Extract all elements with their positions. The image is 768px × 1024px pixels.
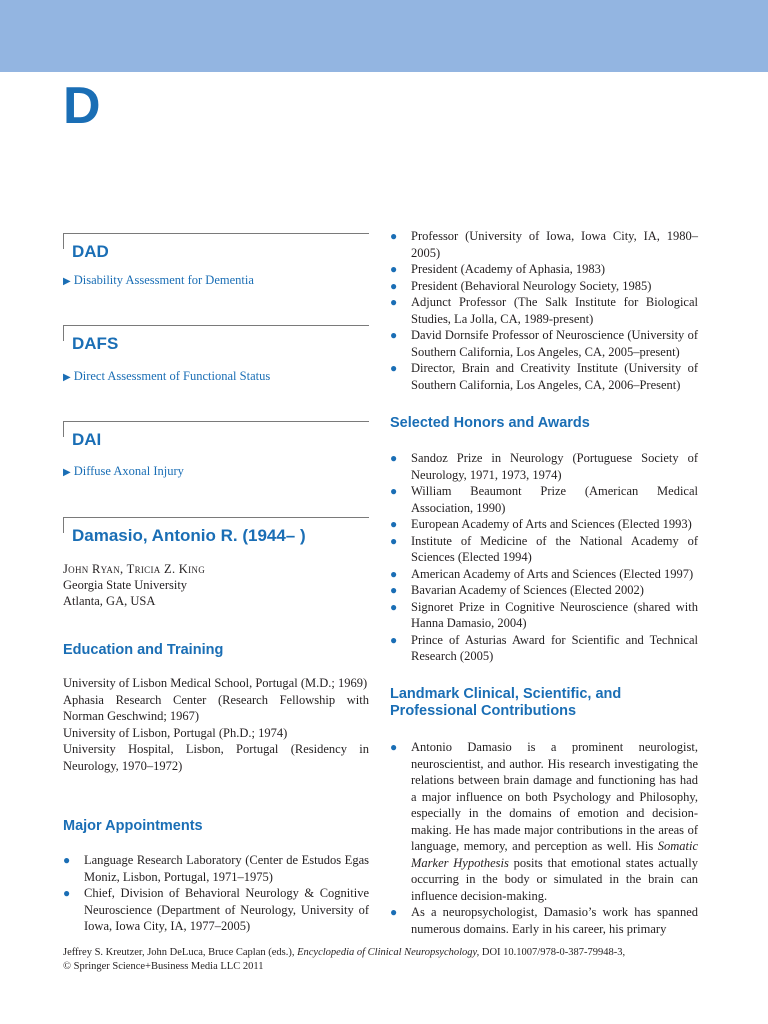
bullet-icon: ●: [390, 278, 398, 293]
entry-title: DAD: [72, 242, 109, 261]
list-item: ● Antonio Damasio is a prominent neurologist, neuroscientist, and author. His research investigating the relations between brain damage and functioning has had a major influence on both Psychology and Philosophy, especially in the domains of emotion and decision-making. He has made major contributions in the areas of language, memory, and perception as well. His Somatic Marker Hypothesis posits that emotional states actually occurring in the body or simulated in the brain can influence decision-making.: [390, 740, 698, 903]
header-band: [0, 0, 768, 72]
authors: John Ryan, Tricia Z. King: [63, 562, 206, 576]
list-item: ● European Academy of Arts and Sciences (Elected 1993): [390, 517, 692, 531]
arrow-right-icon: ▶: [63, 276, 71, 287]
section-heading-education: Education and Training: [63, 642, 224, 658]
list-item: ● As a neuropsychologist, Damasio’s work has spanned numerous domains. Early in his career, his primary: [390, 905, 698, 936]
landmark-list: [390, 739, 698, 937]
education-line: University Hospital, Lisbon, Portugal (Residency in Neurology, 1970–1972): [63, 742, 369, 773]
bullet-icon: ●: [390, 632, 398, 647]
list-item: ● Bavarian Academy of Sciences (Elected 2002): [390, 583, 644, 597]
arrow-right-icon: ▶: [63, 467, 71, 478]
cross-reference-link[interactable]: ▶ Disability Assessment for Dementia: [63, 273, 254, 287]
list-item: ● President (Behavioral Neurology Society, 1985): [390, 278, 652, 293]
page-footer: [63, 946, 743, 974]
bullet-icon: ●: [390, 517, 398, 531]
bullet-icon: ●: [390, 262, 398, 276]
list-item: ● William Beaumont Prize (American Medical Association, 1990): [390, 484, 698, 515]
education-line: Aphasia Research Center (Research Fellowship with Norman Geschwind; 1967): [63, 692, 369, 723]
list-item: ● Institute of Medicine of the National Academy of Sciences (Elected 1994): [390, 533, 698, 564]
bullet-icon: ●: [390, 740, 398, 754]
section-heading-landmark: Landmark Clinical, Scientific, and Professional Contributions: [390, 686, 622, 719]
appointments-list-right: [390, 228, 698, 393]
education-line: University of Lisbon, Portugal (Ph.D.; 1974): [63, 725, 288, 740]
appointments-list-left: [63, 852, 369, 935]
honors-list: [390, 450, 698, 665]
list-item: ● Professor (University of Iowa, Iowa City, IA, 1980–2005): [390, 229, 698, 260]
bullet-icon: ●: [390, 328, 398, 342]
bullet-icon: ●: [390, 905, 398, 919]
bullet-icon: ●: [390, 566, 398, 581]
bullet-icon: ●: [390, 484, 398, 498]
list-item: ● David Dornsife Professor of Neuroscience (University of Southern California, Los Angeles, CA, 2005–present): [390, 328, 698, 359]
affiliation-line: Atlanta, GA, USA: [63, 594, 156, 608]
section-heading-appointments: Major Appointments: [63, 818, 203, 834]
education-line: University of Lisbon Medical School, Portugal (M.D.; 1969): [63, 676, 368, 690]
bullet-icon: ●: [63, 886, 71, 900]
entry-title: DAFS: [72, 334, 119, 353]
cross-reference-link[interactable]: ▶ Direct Assessment of Functional Status: [63, 369, 271, 383]
arrow-right-icon: ▶: [63, 372, 71, 383]
section-letter: D: [63, 77, 101, 135]
list-item: ● Prince of Asturias Award for Scientific and Technical Research (2005): [390, 632, 698, 663]
list-item: ● Chief, Division of Behavioral Neurology & Cognitive Neuroscience (Department of Neurology, University of Iowa, Iowa City, IA, 1977–2005): [63, 886, 369, 933]
cross-reference-link[interactable]: ▶ Diffuse Axonal Injury: [63, 464, 184, 478]
list-item: ● American Academy of Arts and Sciences (Elected 1997): [390, 566, 694, 581]
list-item: ● Language Research Laboratory (Center de Estudos Egas Moniz, Lisbon, Portugal, 1971–1975): [63, 853, 369, 884]
citation-line: Jeffrey S. Kreutzer, John DeLuca, Bruce Caplan (eds.), Encyclopedia of Clinical Neuropsychology, DOI 10.1007/978-0-387-79948-3,: [63, 947, 626, 958]
list-item: ● Adjunct Professor (The Salk Institute for Biological Studies, La Jolla, CA, 1989-present): [390, 295, 698, 326]
bullet-icon: ●: [390, 583, 398, 597]
list-item: ● Signoret Prize in Cognitive Neuroscience (shared with Hanna Damasio, 2004): [390, 599, 698, 630]
bullet-icon: ●: [390, 599, 398, 614]
copyright-line: © Springer Science+Business Media LLC 2011: [63, 961, 264, 972]
education-list: [63, 675, 369, 774]
entry-title: Damasio, Antonio R. (1944– ): [72, 526, 306, 545]
list-item: ● President (Academy of Aphasia, 1983): [390, 262, 606, 276]
bullet-icon: ●: [63, 853, 71, 867]
affiliation-line: Georgia State University: [63, 578, 188, 592]
list-item: ● Director, Brain and Creativity Institute (University of Southern California, Los Angeles, CA, 2006–Present): [390, 361, 698, 392]
bullet-icon: ●: [390, 451, 398, 465]
section-heading-honors: Selected Honors and Awards: [390, 415, 590, 431]
bullet-icon: ●: [390, 229, 398, 243]
list-item: ● Sandoz Prize in Neurology (Portuguese Society of Neurology, 1971, 1973, 1974): [390, 451, 698, 482]
bullet-icon: ●: [390, 295, 398, 309]
bullet-icon: ●: [390, 533, 398, 548]
bullet-icon: ●: [390, 361, 398, 375]
entry-title: DAI: [72, 430, 102, 449]
